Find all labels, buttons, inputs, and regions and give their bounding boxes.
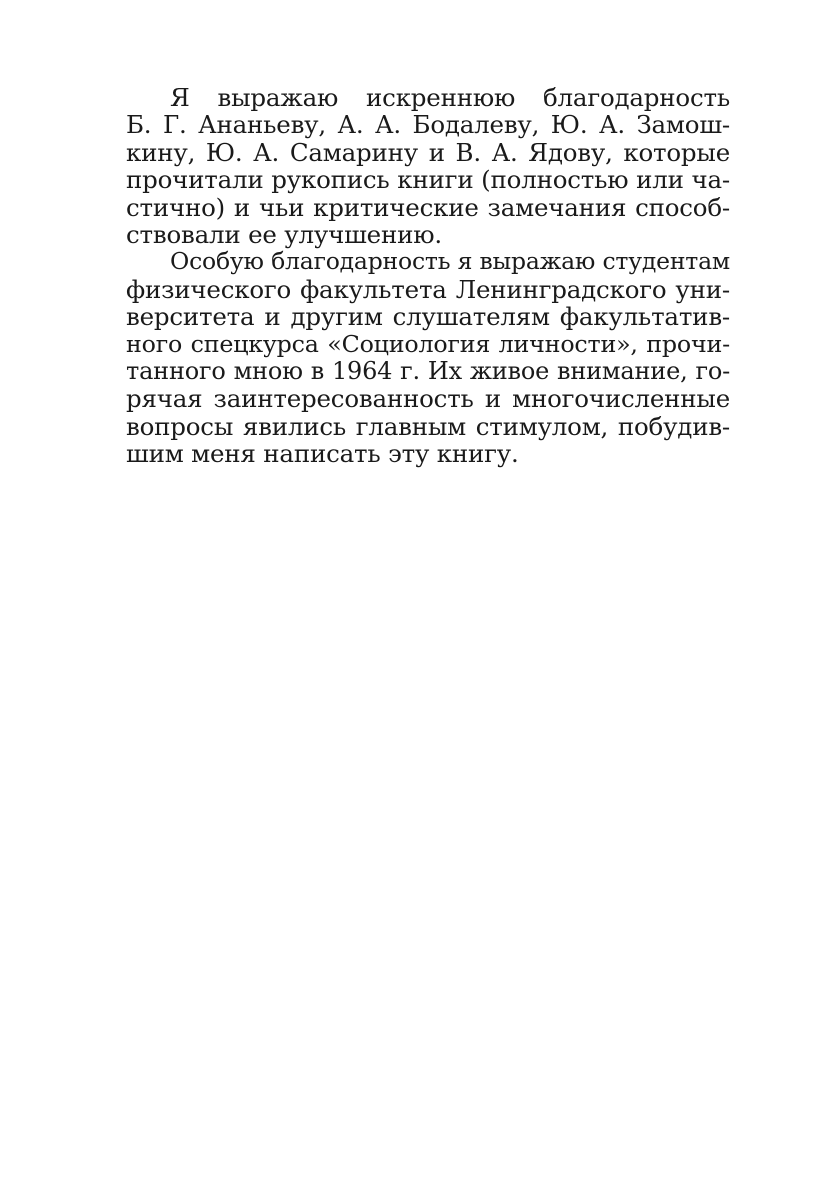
text-line: Б. Г. Ананьеву, А. А. Бодалеву, Ю. А. Замош- — [126, 110, 730, 140]
text-line: верситета и другим слушателям факультатив- — [126, 302, 730, 332]
text-line: ствовали ее улучшению. — [126, 219, 442, 249]
paragraph-2 — [126, 248, 730, 467]
text-line: вопросы явились главным стимулом, побудив- — [126, 411, 730, 441]
text-line: физического факультета Ленинградского уни- — [126, 274, 730, 304]
text-line: танного мною в 1964 г. Их живое внимание, го- — [126, 356, 730, 385]
text-line: шим меня написать эту книгу. — [126, 439, 519, 469]
paragraph-1 — [126, 84, 730, 248]
text-line: кину, Ю. А. Самарину и В. А. Ядову, которые — [126, 137, 730, 167]
text-line: стично) и чьи критические замечания способ- — [126, 192, 730, 222]
text-line: Особую благодарность я выражаю студентам — [170, 247, 730, 276]
text-line: Я выражаю искреннюю благодарность — [170, 83, 730, 112]
acknowledgements-text — [126, 84, 730, 467]
text-line: рячая заинтересованность и многочисленные — [126, 384, 730, 414]
text-line: прочитали рукопись книги (полностью или ча- — [126, 165, 730, 195]
text-line: ного спецкурса «Социология личности», прочи- — [126, 329, 730, 358]
